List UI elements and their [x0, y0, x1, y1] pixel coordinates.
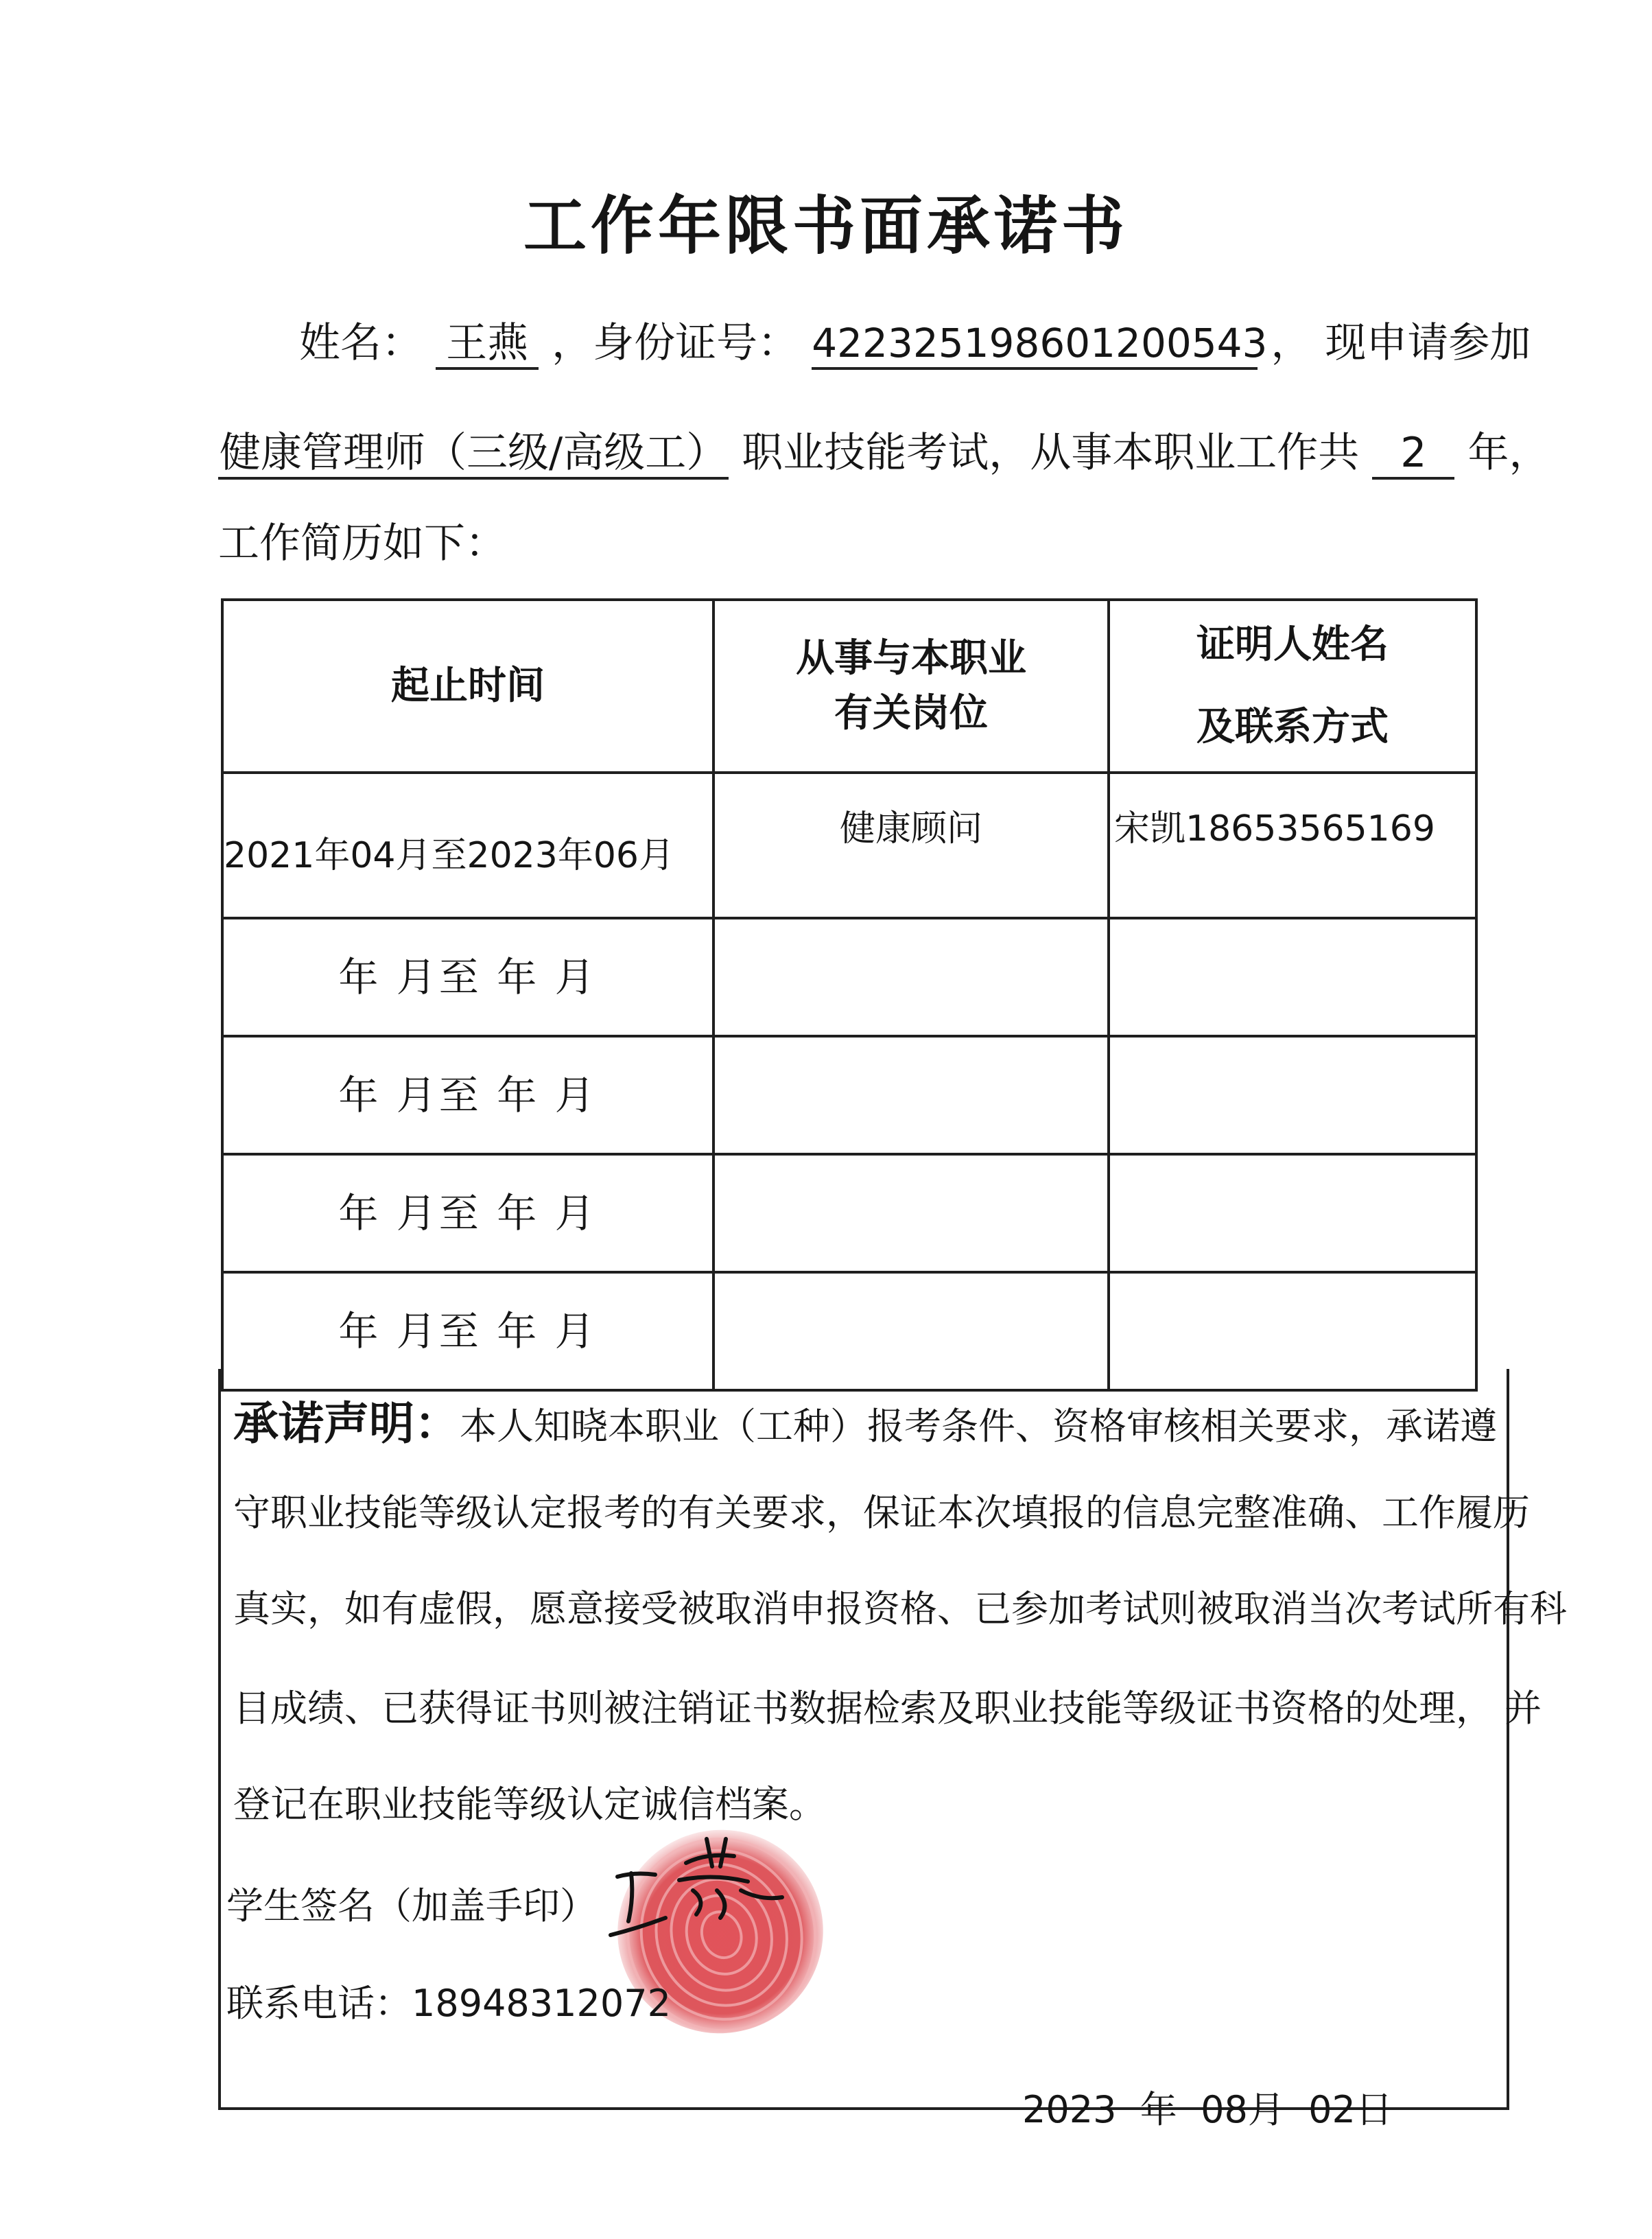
work-history-table — [221, 598, 1478, 1392]
table-row — [222, 1036, 1476, 1154]
signature-label: 学生签名（加盖手印） — [226, 1884, 597, 1927]
row-position — [713, 918, 1109, 1036]
row-period: 年 月至 年 月 — [222, 1036, 713, 1154]
row-period: 2021年04月至2023年06月 — [222, 773, 713, 918]
table-row — [222, 1154, 1476, 1272]
handwritten-signature — [604, 1825, 796, 1942]
phone-value: 18948312072 — [412, 1982, 671, 2025]
header-position: 从事与本职业 有关岗位 — [713, 600, 1109, 773]
declaration-heading: 承诺声明： — [233, 1397, 460, 1450]
declaration-line-1: 承诺声明：本人知晓本职业（工种）报考条件、资格审核相关要求，承诺遵 — [233, 1397, 1497, 1450]
occupation-field: 健康管理师（三级/高级工） — [218, 429, 729, 480]
id-label: ，身份证号： — [552, 319, 799, 367]
intro-tail-1: ， 现申请参加 — [1271, 319, 1531, 367]
name-field: 王燕 — [436, 319, 539, 370]
id-number-field: 422325198601200543 — [812, 319, 1258, 370]
row-witness — [1109, 1154, 1476, 1272]
intro-line-1 — [299, 316, 1531, 371]
signing-date: 2023 年 08月 02日 — [1022, 2088, 1393, 2131]
row-position — [713, 1036, 1109, 1154]
table-row — [222, 918, 1476, 1036]
intro-line-3: 工作简历如下： — [218, 519, 506, 567]
row-witness: 宋凯18653565169 — [1109, 773, 1476, 918]
row-witness — [1109, 1036, 1476, 1154]
row-period: 年 月至 年 月 — [222, 918, 713, 1036]
table-header-row — [222, 600, 1476, 773]
phone-row — [226, 1980, 671, 2028]
intro-line-2 — [218, 425, 1550, 480]
row-witness — [1109, 918, 1476, 1036]
table-row — [222, 773, 1476, 918]
phone-label: 联系电话： — [226, 1982, 412, 2025]
declaration-line-4: 目成绩、已获得证书则被注销证书数据检索及职业技能等级证书资格的处理， 并 — [233, 1687, 1542, 1730]
declaration-line-2: 守职业技能等级认定报考的有关要求，保证本次填报的信息完整准确、工作履历 — [233, 1491, 1530, 1534]
header-period: 起止时间 — [222, 600, 713, 773]
name-label: 姓名： — [299, 319, 423, 367]
document-title: 工作年限书面承诺书 — [523, 189, 1129, 263]
declaration-line-3: 真实，如有虚假，愿意接受被取消申报资格、已参加考试则被取消当次考试所有科 — [233, 1587, 1567, 1630]
row-position — [713, 1154, 1109, 1272]
header-witness: 证明人姓名 及联系方式 — [1109, 600, 1476, 773]
row-period: 年 月至 年 月 — [222, 1272, 713, 1390]
intro-tail-2: 年， — [1467, 429, 1550, 477]
intro-mid-2: 职业技能考试，从事本职业工作共 — [742, 429, 1360, 477]
row-period: 年 月至 年 月 — [222, 1154, 713, 1272]
years-field: 2 — [1372, 429, 1454, 480]
declaration-line-5: 登记在职业技能等级认定诚信档案。 — [233, 1783, 826, 1826]
row-position: 健康顾问 — [713, 773, 1109, 918]
